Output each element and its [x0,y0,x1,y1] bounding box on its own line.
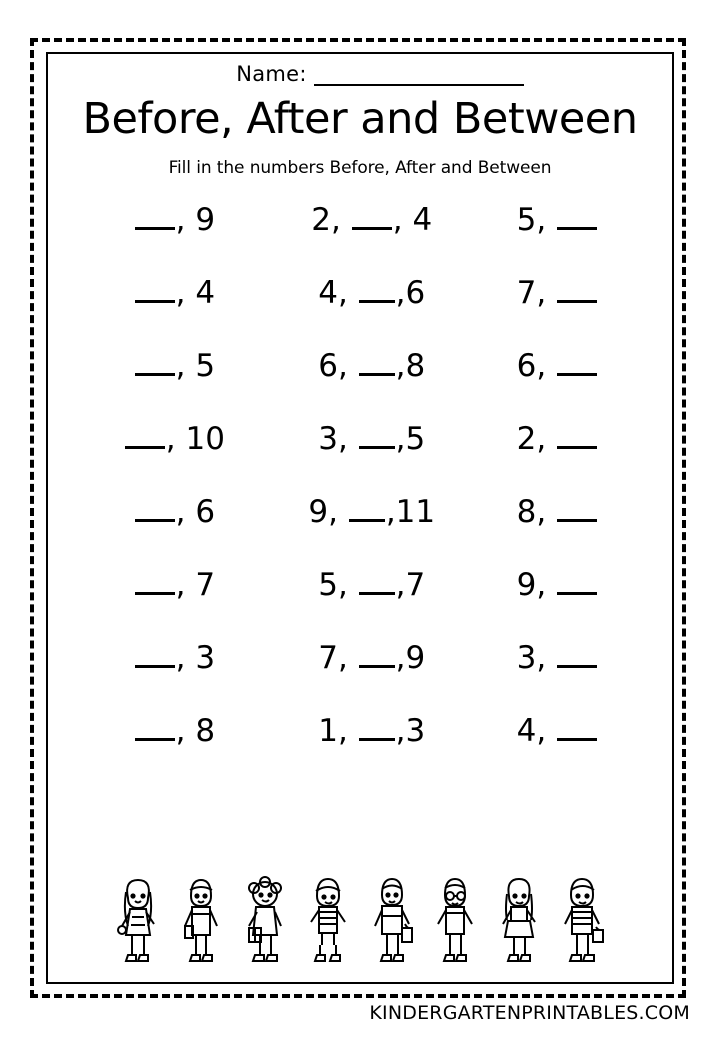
between-problem [271,200,473,240]
answer-blank[interactable] [359,276,395,303]
before-problem [60,492,271,532]
between-problem [271,565,473,605]
between-problem [271,346,473,386]
problem-row [60,565,660,638]
page-title: Before, After and Between [82,94,638,144]
given-number-right: 8 [405,348,426,384]
between-problem [271,273,473,313]
separator: , [536,640,547,676]
answer-blank[interactable] [135,276,175,303]
name-label: Name: [236,62,307,86]
between-problem [271,419,473,459]
given-number: 10 [185,421,225,457]
separator: , [536,202,547,238]
kid-boy-glasses-icon [427,872,483,976]
given-number: 8 [195,713,216,749]
given-number-left: 6 [318,348,338,384]
before-problem [60,565,271,605]
separator: , [175,202,186,238]
between-problem [271,638,473,678]
separator: , [395,348,406,384]
answer-blank[interactable] [352,203,392,230]
given-number: 2 [516,421,537,457]
given-number: 5 [516,202,537,238]
after-problem [473,346,660,386]
after-problem [473,565,660,605]
separator: , [337,567,348,603]
problem-row [60,200,660,273]
given-number-left: 1 [318,713,338,749]
problem-grid [60,200,660,784]
given-number: 9 [195,202,216,238]
answer-blank[interactable] [359,422,395,449]
given-number: 3 [516,640,537,676]
given-number-right: 5 [405,421,426,457]
separator: , [175,567,186,603]
kid-girl-3-icon [491,872,547,976]
answer-blank[interactable] [135,349,175,376]
answer-blank[interactable] [557,203,597,230]
kid-boy-4-icon [554,872,610,976]
given-number-right: 6 [405,275,426,311]
problem-row [60,346,660,419]
answer-blank[interactable] [359,714,395,741]
before-problem [60,419,271,459]
after-problem [473,638,660,678]
kid-girl-1-icon [110,872,166,976]
separator: , [395,275,406,311]
answer-blank[interactable] [557,641,597,668]
given-number: 5 [195,348,216,384]
separator: , [392,202,403,238]
answer-blank[interactable] [557,349,597,376]
separator: , [337,275,348,311]
given-number-left: 5 [318,567,338,603]
kid-boy-3-icon [364,872,420,976]
before-problem [60,711,271,751]
problem-row [60,273,660,346]
after-problem [473,273,660,313]
given-number: 8 [516,494,537,530]
between-problem [271,492,473,532]
separator: , [395,713,406,749]
given-number-left: 3 [318,421,338,457]
given-number: 7 [516,275,537,311]
separator: , [337,640,348,676]
kids-illustration [110,868,610,976]
separator: , [328,494,338,530]
separator: , [175,640,186,676]
separator: , [395,640,406,676]
given-number-right: 7 [405,567,426,603]
problem-row [60,638,660,711]
separator: , [331,202,341,238]
given-number-left: 4 [318,275,338,311]
name-row [46,62,674,86]
separator: , [165,421,176,457]
separator: , [337,421,348,457]
kid-boy-2-icon [300,872,356,976]
separator: , [536,567,547,603]
answer-blank[interactable] [125,422,165,449]
separator: , [337,713,348,749]
separator: , [536,494,547,530]
answer-blank[interactable] [135,495,175,522]
separator: , [536,421,547,457]
problem-row [60,711,660,784]
kid-girl-2-icon [237,872,293,976]
answer-blank[interactable] [557,422,597,449]
after-problem [473,419,660,459]
given-number: 6 [195,494,216,530]
answer-blank[interactable] [135,568,175,595]
given-number: 6 [516,348,537,384]
between-problem [271,711,473,751]
answer-blank[interactable] [557,568,597,595]
given-number: 4 [516,713,537,749]
before-problem [60,346,271,386]
answer-blank[interactable] [557,495,597,522]
given-number: 9 [516,567,537,603]
kid-boy-1-icon [173,872,229,976]
separator: , [175,494,186,530]
after-problem [473,492,660,532]
separator: , [536,275,547,311]
name-input-line[interactable] [314,66,524,86]
before-problem [60,273,271,313]
problem-row [60,419,660,492]
separator: , [536,348,547,384]
after-problem [473,711,660,751]
given-number-left: 9 [308,494,329,530]
given-number-right: 4 [412,202,433,238]
given-number-left: 7 [318,640,338,676]
given-number-left: 2 [311,202,332,238]
given-number: 4 [195,275,216,311]
given-number-right: 3 [405,713,426,749]
given-number: 3 [195,640,216,676]
answer-blank[interactable] [135,641,175,668]
problem-row [60,492,660,565]
answer-blank[interactable] [557,714,597,741]
separator: , [337,348,348,384]
before-problem [60,638,271,678]
site-footer: KINDERGARTENPRINTABLES.COM [369,1002,690,1024]
separator: , [175,713,186,749]
separator: , [536,713,547,749]
answer-blank[interactable] [349,495,385,522]
separator: , [175,348,186,384]
given-number-right: 11 [395,494,436,530]
given-number-right: 9 [405,640,426,676]
separator: , [175,275,186,311]
before-problem [60,200,271,240]
after-problem [473,200,660,240]
page-subtitle: Fill in the numbers Before, After and Between [168,158,552,178]
answer-blank[interactable] [135,203,175,230]
separator: , [395,567,406,603]
answer-blank[interactable] [359,568,395,595]
separator: , [385,494,396,530]
answer-blank[interactable] [359,641,395,668]
given-number: 7 [195,567,216,603]
answer-blank[interactable] [135,714,175,741]
answer-blank[interactable] [359,349,395,376]
answer-blank[interactable] [557,276,597,303]
separator: , [395,421,406,457]
